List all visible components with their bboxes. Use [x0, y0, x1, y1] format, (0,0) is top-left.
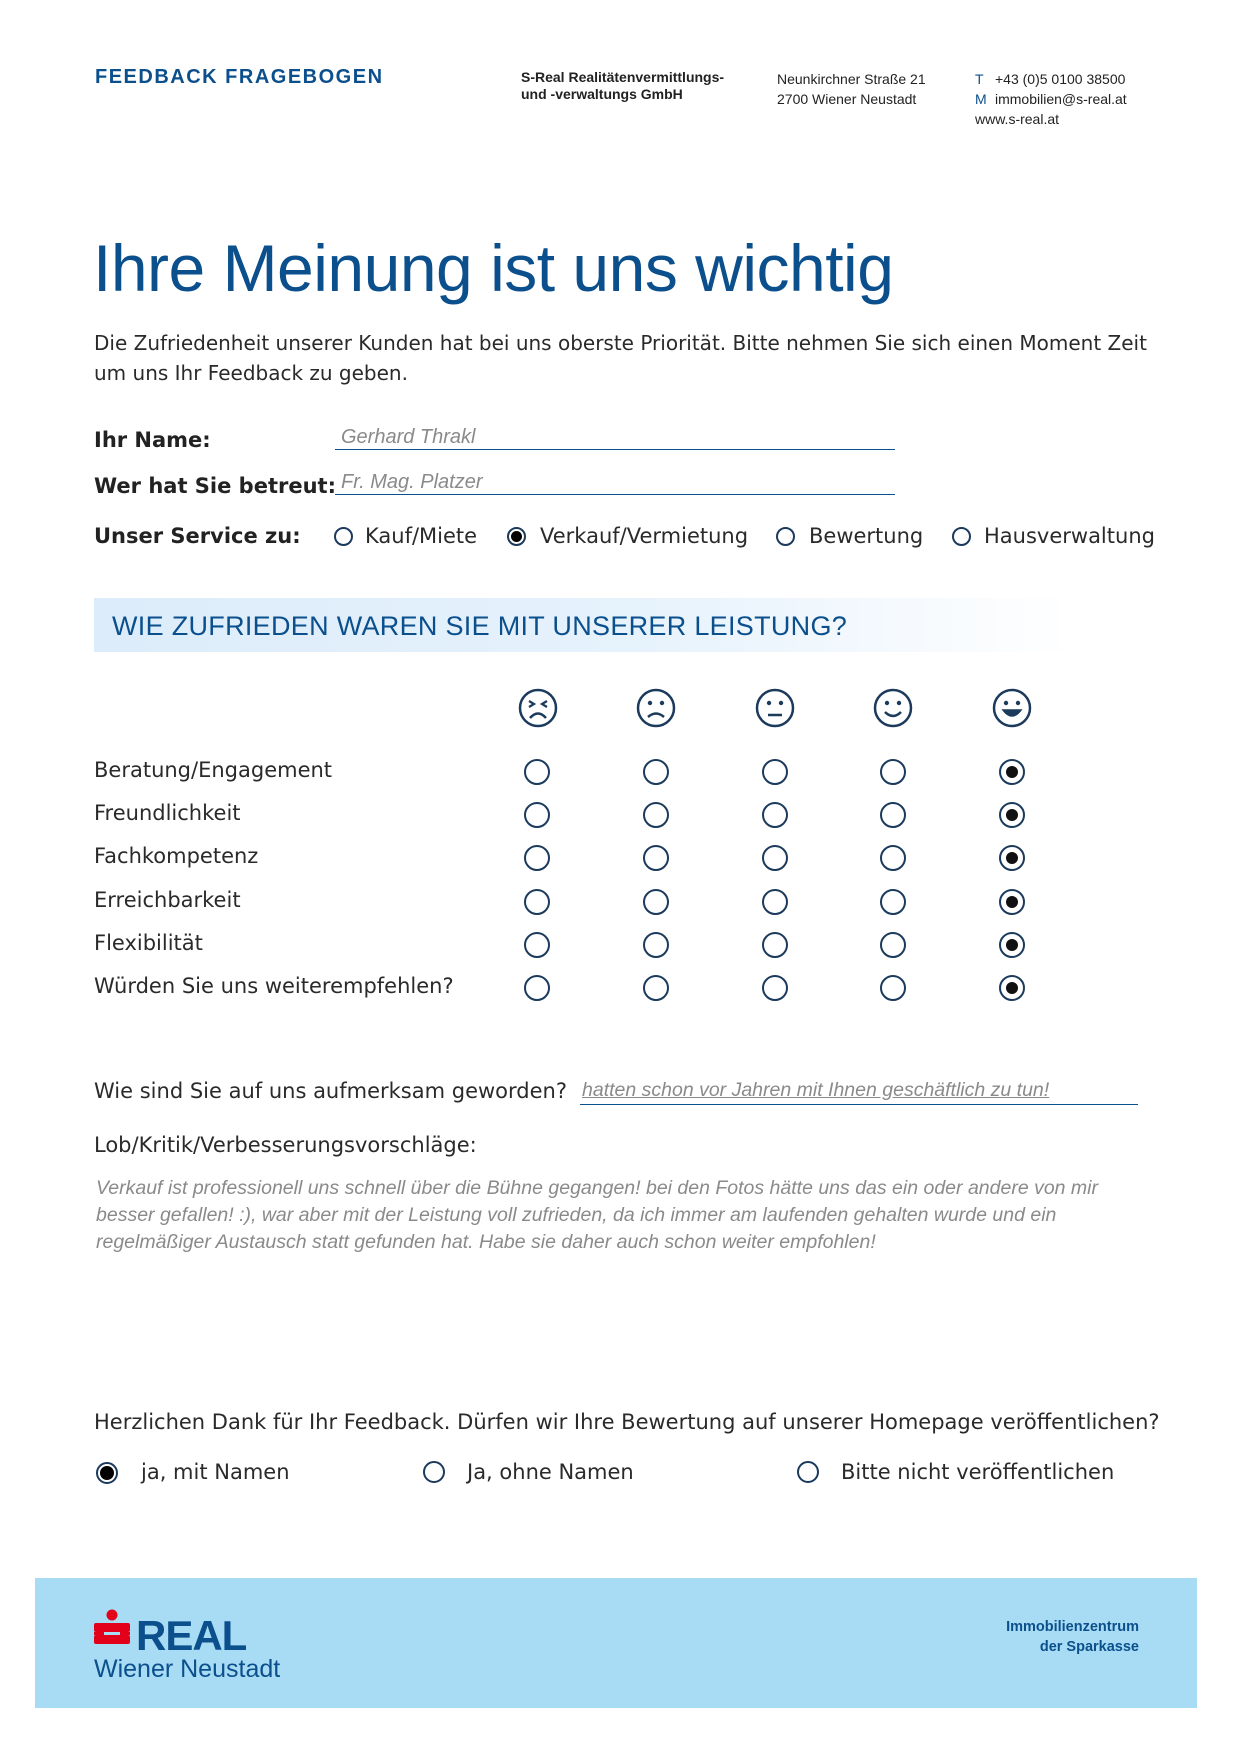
company-name-line2: und -verwaltungs GmbH: [521, 86, 683, 102]
very-dissatisfied-face-icon: [518, 688, 558, 728]
service-option-bewertung: Bewertung: [809, 524, 924, 548]
publish-radio-do-not-publish[interactable]: [797, 1461, 819, 1483]
contact-website[interactable]: www.s-real.at: [975, 111, 1060, 127]
service-radio-hausverwaltung[interactable]: [952, 527, 971, 546]
contact-email: [975, 89, 1127, 109]
footer-tagline-line1: Immobilienzentrum: [1006, 1619, 1139, 1635]
phone-number: +43 (0)5 0100 38500: [995, 71, 1126, 87]
address-street: Neunkirchner Straße 21: [777, 71, 926, 87]
rating-radio-5[interactable]: [999, 759, 1025, 785]
rating-radio-3[interactable]: [762, 975, 788, 1001]
rating-radio-4[interactable]: [880, 845, 906, 871]
publish-radio-without-name[interactable]: [423, 1461, 445, 1483]
rating-radio-4[interactable]: [880, 889, 906, 915]
company-contact: [975, 69, 1127, 129]
rating-radio-3[interactable]: [762, 802, 788, 828]
phone-key: T: [975, 71, 984, 87]
radio-selected-dot: [1006, 939, 1018, 951]
rating-radio-1[interactable]: [524, 889, 550, 915]
page-title: Ihre Meinung ist uns wichtig: [93, 231, 894, 305]
rating-radio-1[interactable]: [524, 802, 550, 828]
publish-option-with-name: ja, mit Namen: [141, 1460, 290, 1484]
feedback-text[interactable]: Verkauf ist professionell uns schnell über die Bühne gegangen! bei den Fotos hätte uns das ein oder andere von mir besser gefallen! :), war aber mit der Leistung voll zufrieden, da ich immer am laufenden gehalten wurde und ein regelmäßiger Austausch statt gefunden hat. Habe sie daher auch schon weiter empfohlen!: [96, 1177, 1099, 1253]
service-radio-verkauf-vermietung[interactable]: [507, 527, 526, 546]
company-name-line1: S-Real Realitätenvermittlungs-: [521, 69, 725, 85]
footer-tagline-line2: der Sparkasse: [1039, 1639, 1139, 1655]
radio-selected-dot: [1006, 852, 1018, 864]
rating-radio-4[interactable]: [880, 975, 906, 1001]
rating-radio-5[interactable]: [999, 845, 1025, 871]
advisor-field-value: Fr. Mag. Platzer: [341, 471, 483, 493]
rating-radio-2[interactable]: [643, 845, 669, 871]
rating-section-title: WIE ZUFRIEDEN WAREN SIE MIT UNSERER LEISTUNG?: [112, 611, 848, 641]
address-city: 2700 Wiener Neustadt: [777, 91, 917, 107]
rating-radio-1[interactable]: [524, 932, 550, 958]
service-option-verkauf-vermietung: Verkauf/Vermietung: [540, 524, 749, 548]
publish-option-without-name: Ja, ohne Namen: [467, 1460, 634, 1484]
name-field-value: Gerhard Thrakl: [341, 426, 476, 448]
rating-radio-1[interactable]: [524, 975, 550, 1001]
very-satisfied-face-icon: [992, 688, 1032, 728]
radio-selected-dot: [1006, 896, 1018, 908]
name-label: Ihr Name:: [94, 428, 211, 452]
service-option-kauf-miete: Kauf/Miete: [365, 524, 478, 548]
radio-selected-dot: [1006, 809, 1018, 821]
rating-radio-4[interactable]: [880, 802, 906, 828]
rating-radio-1[interactable]: [524, 759, 550, 785]
advisor-label: Wer hat Sie betreut:: [94, 474, 336, 498]
rating-row-label: Würden Sie uns weiterempfehlen?: [94, 974, 454, 998]
rating-radio-2[interactable]: [643, 802, 669, 828]
publish-question: Herzlichen Dank für Ihr Feedback. Dürfen wir Ihre Bewertung auf unserer Homepage veröffentlichen?: [94, 1410, 1160, 1434]
dissatisfied-face-icon: [636, 688, 676, 728]
rating-radio-4[interactable]: [880, 932, 906, 958]
radio-selected-dot: [1006, 766, 1018, 778]
service-option-hausverwaltung: Hausverwaltung: [984, 524, 1155, 548]
sparkasse-logo-icon: [94, 1609, 130, 1655]
radio-selected-dot: [1006, 982, 1018, 994]
rating-row-label: Erreichbarkeit: [94, 887, 241, 912]
rating-radio-3[interactable]: [762, 932, 788, 958]
rating-row-label: Flexibilität: [94, 930, 203, 955]
rating-radio-2[interactable]: [643, 759, 669, 785]
attention-field-value: hatten schon vor Jahren mit Ihnen geschäftlich zu tun!: [582, 1079, 1050, 1101]
intro-text: Die Zufriedenheit unserer Kunden hat bei uns oberste Priorität. Bitte nehmen Sie sich einen Moment Zeit um uns Ihr Feedback zu geben.: [94, 331, 1147, 385]
company-name: [521, 69, 724, 103]
footer-tagline: [1006, 1617, 1139, 1657]
rating-radio-2[interactable]: [643, 889, 669, 915]
satisfied-face-icon: [873, 688, 913, 728]
company-address: [777, 69, 926, 109]
attention-label: Wie sind Sie auf uns aufmerksam geworden?: [94, 1079, 567, 1103]
rating-radio-5[interactable]: [999, 802, 1025, 828]
rating-row-label: Beratung/Engagement: [94, 758, 333, 782]
publish-radio-with-name[interactable]: [96, 1462, 118, 1484]
service-radio-bewertung[interactable]: [776, 527, 795, 546]
logo-wordmark: REAL: [136, 1612, 247, 1659]
radio-selected-dot: [100, 1466, 114, 1480]
email-address[interactable]: immobilien@s-real.at: [995, 91, 1127, 107]
rating-radio-2[interactable]: [643, 975, 669, 1001]
feedback-label: Lob/Kritik/Verbesserungsvorschläge:: [94, 1133, 477, 1157]
service-radio-kauf-miete[interactable]: [334, 527, 353, 546]
contact-phone: [975, 69, 1127, 89]
rating-radio-2[interactable]: [643, 932, 669, 958]
document-label: FEEDBACK FRAGEBOGEN: [95, 66, 384, 88]
rating-radio-3[interactable]: [762, 889, 788, 915]
rating-radio-5[interactable]: [999, 889, 1025, 915]
radio-selected-dot: [511, 531, 522, 542]
rating-radio-1[interactable]: [524, 845, 550, 871]
service-label: Unser Service zu:: [94, 524, 301, 548]
rating-radio-3[interactable]: [762, 845, 788, 871]
mail-key: M: [975, 91, 987, 107]
rating-row-label: Freundlichkeit: [94, 801, 241, 826]
publish-option-do-not-publish: Bitte nicht veröffentlichen: [841, 1460, 1115, 1484]
neutral-face-icon: [755, 688, 795, 728]
rating-radio-4[interactable]: [880, 759, 906, 785]
rating-row-label: Fachkompetenz: [94, 844, 259, 869]
logo-city: Wiener Neustadt: [94, 1655, 281, 1683]
rating-radio-5[interactable]: [999, 932, 1025, 958]
rating-radio-3[interactable]: [762, 759, 788, 785]
rating-radio-5[interactable]: [999, 975, 1025, 1001]
